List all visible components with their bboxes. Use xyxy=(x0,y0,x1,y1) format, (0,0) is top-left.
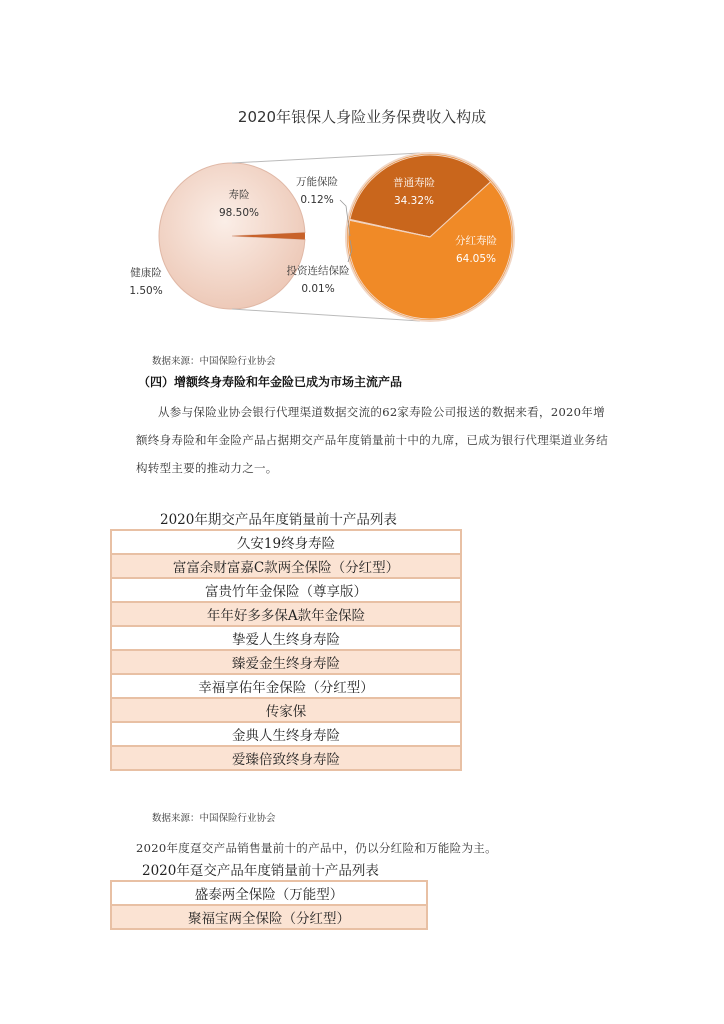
product-name-cell: 幸福享佑年金保险（分红型） xyxy=(111,674,461,698)
slice-value: 1.50% xyxy=(129,285,163,297)
product-name-cell: 久安19终身寿险 xyxy=(111,530,461,554)
table-row xyxy=(111,602,461,626)
product-name-cell: 爱臻倍致终身寿险 xyxy=(111,746,461,770)
product-name-cell: 富贵竹年金保险（尊享版） xyxy=(111,578,461,602)
product-name-cell: 金典人生终身寿险 xyxy=(111,722,461,746)
table1-title: 2020年期交产品年度销量前十产品列表 xyxy=(160,512,397,528)
slice-label: 万能保险 xyxy=(296,176,338,188)
slice-label: 健康险 xyxy=(130,267,162,279)
top10-regular-premium-table xyxy=(110,529,462,771)
table-row xyxy=(111,554,461,578)
slice-label: 分红寿险 xyxy=(455,235,497,247)
top10-single-premium-table xyxy=(110,880,428,930)
data-source-note: 数据来源：中国保险行业协会 xyxy=(152,356,276,367)
slice-label: 普通寿险 xyxy=(393,177,435,189)
product-name-cell: 富富余财富嘉C款两全保险（分红型） xyxy=(111,554,461,578)
product-name-cell: 挚爱人生终身寿险 xyxy=(111,626,461,650)
table-row xyxy=(111,530,461,554)
slice-value: 34.32% xyxy=(393,195,435,207)
product-name-cell: 臻爱金生终身寿险 xyxy=(111,650,461,674)
single-premium-sentence: 2020年度趸交产品销售量前十的产品中，仍以分红险和万能险为主。 xyxy=(136,841,497,855)
product-name-cell: 聚福宝两全保险（分红型） xyxy=(111,905,427,929)
table-row xyxy=(111,674,461,698)
product-name-cell: 盛泰两全保险（万能型） xyxy=(111,881,427,905)
table2-title: 2020年趸交产品年度销量前十产品列表 xyxy=(142,863,379,879)
table-row xyxy=(111,626,461,650)
table-row xyxy=(111,881,427,905)
product-name-cell: 年年好多多保A款年金保险 xyxy=(111,602,461,626)
slice-value: 0.12% xyxy=(300,194,334,206)
slice-label: 投资连结保险 xyxy=(286,265,350,277)
body-paragraph: 从参与保险业协会银行代理渠道数据交流的62家寿险公司报送的数据来看，2020年增额终身寿险和年金险产品占据期交产品年度销量前十中的九席，已成为银行代理渠道业务结构转型主要的推动力之一。 xyxy=(136,405,608,475)
table-row xyxy=(111,578,461,602)
product-name-cell: 传家保 xyxy=(111,698,461,722)
slice-value: 64.05% xyxy=(455,253,497,265)
pie-chart xyxy=(0,0,724,360)
table-row xyxy=(111,905,427,929)
table-row xyxy=(111,650,461,674)
data-source-note: 数据来源：中国保险行业协会 xyxy=(152,813,276,824)
slice-value: 0.01% xyxy=(301,283,335,295)
table-row xyxy=(111,722,461,746)
chart-title: 2020年银保人身险业务保费收入构成 xyxy=(237,108,487,126)
section-heading: （四）增额终身寿险和年金险已成为市场主流产品 xyxy=(138,375,403,389)
slice-label: 寿险 xyxy=(228,189,250,201)
table-row xyxy=(111,698,461,722)
table-row xyxy=(111,746,461,770)
slice-value: 98.50% xyxy=(218,207,260,219)
